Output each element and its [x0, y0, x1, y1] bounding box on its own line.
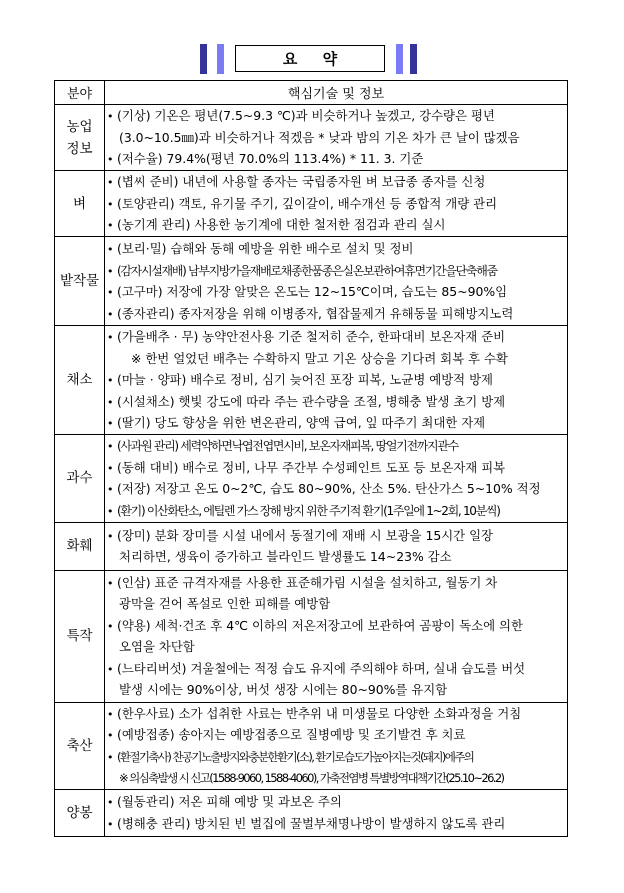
content-text: (마늘 · 양파) 배수로 정비, 심기 늦어진 포장 피복, 노균병 예방적 방제	[117, 372, 494, 387]
table-row	[55, 522, 568, 570]
category-cell	[55, 789, 105, 836]
bullet-icon: •	[107, 662, 114, 676]
content-line	[107, 703, 565, 725]
category-label: 정보	[66, 140, 93, 157]
title-bar-dark-right	[410, 44, 417, 74]
title-bar-light-left	[217, 44, 224, 74]
content-line	[107, 435, 565, 457]
table-row	[55, 789, 568, 836]
category-cell	[55, 570, 105, 702]
bullet-icon: •	[107, 395, 114, 409]
bullet-icon: •	[107, 796, 114, 809]
bullet-icon: •	[107, 504, 114, 518]
content-text: (볍씨 준비) 내년에 사용할 종자는 국립종자원 벼 보급종 종자를 신청	[117, 174, 486, 190]
content-text: (동해 대비) 배수로 정비, 나무 주간부 수성페인트 도포 등 보온자재 피복	[117, 459, 506, 475]
content-line	[107, 593, 565, 615]
table-row	[55, 434, 568, 522]
content-text: (예방접종) 송아지는 예방접종으로 질병예방 및 조기발견 후 치료	[117, 727, 466, 742]
bullet-icon: •	[107, 576, 114, 590]
table-row	[55, 702, 568, 789]
content-text: (종자관리) 종자저장을 위해 이병종자, 협잡물제거 유해동물 피해방지노력	[117, 305, 514, 321]
content-text: (시설채소) 햇빛 강도에 따라 주는 관수량을 조절, 병해충 발생 초기 방제	[117, 393, 506, 409]
bullet-icon: •	[107, 440, 114, 453]
content-line	[107, 238, 565, 260]
content-text: (환기) 이산화탄소, 에틸렌 가스 장해 방지 위한 주기적 환기(1주일에 1~2회, 10분씩)	[117, 503, 500, 518]
content-line	[107, 724, 565, 746]
content-line	[107, 572, 565, 594]
content-text: (저수율) 79.4%(평년 70.0%의 113.4%) * 11. 3. 기준	[117, 151, 424, 167]
content-text: ※ 의심축발생 시 신고(1588-9060, 1588-4060), 가축전염병 특별방역대책기간(25.10~26.2)	[119, 771, 504, 785]
category-cell	[55, 171, 105, 237]
table-header-row	[55, 81, 568, 105]
content-line	[107, 658, 565, 680]
content-line	[107, 615, 565, 637]
content-line	[107, 525, 565, 547]
category-label: 화훼	[66, 538, 93, 554]
content-cell	[105, 434, 568, 522]
content-text: (사과원 관리) 세력약하면낙엽전엽면시비, 보온자재피복, 땅얼기전까지관수	[117, 439, 458, 453]
content-cell	[105, 326, 568, 435]
page-title: 요 약	[235, 45, 385, 72]
content-cell	[105, 171, 568, 237]
content-text: (병해충 관리) 방치된 빈 벌집에 꿀벌부채명나방이 발생하지 않도록 관리	[117, 815, 506, 831]
content-text: (농기계 관리) 사용한 농기계에 대한 철저한 점검과 관리 실시	[117, 217, 446, 233]
summary-table	[54, 80, 568, 837]
content-text: (토양관리) 객토, 유기물 주기, 깊이갈이, 배수개선 등 종합적 개량 관리	[117, 195, 498, 211]
header-content: 핵심기술 및 정보	[105, 81, 568, 105]
category-label: 특작	[66, 628, 93, 644]
bullet-icon: •	[107, 750, 114, 764]
category-cell	[55, 237, 105, 326]
content-text: (느타리버섯) 겨울철에는 적정 습도 유지에 주의해야 하며, 실내 습도를 버섯	[117, 660, 526, 676]
summary-title-banner	[0, 44, 624, 74]
content-text: (약용) 세척·건조 후 4℃ 이하의 저온저장고에 보관하여 곰팡이 독소에 의한	[117, 617, 523, 633]
content-line	[107, 171, 565, 193]
content-line	[107, 391, 565, 413]
bullet-icon: •	[107, 286, 114, 299]
content-text: (월동관리) 저온 피해 예방 및 과보온 주의	[117, 794, 342, 809]
content-text: 오염을 차단함	[119, 639, 195, 654]
content-text: (딸기) 당도 향상을 위한 변온관리, 양액 급여, 잎 따주기 최대한 자제	[117, 415, 486, 430]
content-line	[107, 281, 565, 303]
bullet-icon: •	[107, 307, 114, 321]
table-row	[55, 326, 568, 435]
bullet-icon: •	[107, 153, 114, 167]
table-row	[55, 570, 568, 702]
content-cell	[105, 570, 568, 702]
table-row	[55, 237, 568, 326]
content-text: (장미) 분화 장미를 시설 내에서 동절기에 재배 시 보광을 15시간 일장	[117, 527, 494, 543]
bullet-icon: •	[107, 197, 114, 211]
content-cell	[105, 789, 568, 836]
category-label: 농업	[66, 118, 93, 135]
content-text: (환절기축사) 찬공기노출방지와충분한환기(소), 환기로습도가높아지는것(돼지)에주의	[117, 749, 474, 764]
content-text: (3.0~10.5㎜)과 비슷하거나 적겠음 * 낮과 밤의 기온 차가 큰 날이 많겠음	[119, 129, 520, 145]
table-row	[55, 105, 568, 171]
content-text: 처리하면, 생육이 증가하고 블라인드 발생률도 14~23% 감소	[119, 549, 452, 564]
content-line	[107, 326, 565, 348]
content-line	[107, 260, 565, 282]
bullet-icon: •	[107, 707, 114, 721]
bullet-icon: •	[107, 264, 114, 278]
category-cell	[55, 702, 105, 789]
content-text: ※ 한번 얼었던 배추는 수확하지 말고 기온 상승을 기다려 회복 후 수확	[131, 350, 508, 366]
content-text: (저장) 저장고 온도 0~2℃, 습도 80~90%, 산소 5%. 탄산가스 5~10% 적정	[117, 481, 541, 496]
category-label: 벼	[72, 195, 87, 212]
content-text: (기상) 기온은 평년(7.5~9.3 ℃)과 비슷하거나 높겠고, 강수량은 평년	[117, 108, 495, 124]
content-line	[107, 193, 565, 215]
content-line	[107, 214, 565, 236]
bullet-icon: •	[107, 729, 114, 742]
content-line	[107, 369, 565, 391]
bullet-icon: •	[107, 619, 114, 633]
category-cell	[55, 105, 105, 171]
category-label: 과수	[66, 470, 93, 486]
content-line	[107, 303, 565, 325]
content-line	[107, 127, 565, 149]
category-cell	[55, 434, 105, 522]
bullet-icon: •	[107, 110, 114, 124]
content-line	[107, 105, 565, 127]
bullet-icon: •	[107, 529, 114, 543]
content-text: (인삼) 표준 규격자재를 사용한 표준해가림 시설을 설치하고, 월동기 차	[117, 574, 498, 590]
content-line	[107, 412, 565, 434]
bullet-icon: •	[107, 817, 114, 831]
category-label: 축산	[66, 737, 93, 754]
content-text: (감자시설재배) 남부지방가을재배로채종한품종은실온보관하여휴면기간을단축해줌	[117, 263, 497, 278]
title-bar-light-right	[396, 44, 403, 74]
content-line	[107, 679, 565, 701]
content-text: (고구마) 저장에 가장 알맞은 온도는 12~15℃이며, 습도는 85~90%임	[117, 284, 508, 299]
bullet-icon: •	[107, 461, 114, 475]
content-cell	[105, 702, 568, 789]
bullet-icon: •	[107, 219, 114, 233]
title-bar-dark-left	[200, 44, 207, 74]
content-line	[107, 791, 565, 813]
content-cell	[105, 237, 568, 326]
content-line	[107, 746, 565, 768]
table-row	[55, 171, 568, 237]
content-text: 광막을 걷어 폭설로 인한 피해를 예방함	[119, 596, 331, 611]
content-line	[107, 813, 565, 835]
bullet-icon: •	[107, 176, 114, 190]
content-line	[107, 636, 565, 658]
content-text: (보리·밀) 습해와 동해 예방을 위한 배수로 설치 및 정비	[117, 241, 414, 256]
bullet-icon: •	[107, 331, 114, 344]
content-text: 발생 시에는 90%이상, 버섯 생장 시에는 80~90%를 유지함	[119, 682, 448, 697]
content-text: (한우사료) 소가 섭취한 사료는 반추위 내 미생물로 다양한 소화과정을 거침	[117, 705, 522, 721]
content-cell	[105, 522, 568, 570]
content-line	[107, 767, 565, 789]
category-label: 양봉	[66, 804, 93, 821]
category-label: 밭작물	[59, 273, 100, 289]
content-line	[107, 348, 565, 370]
content-line	[107, 457, 565, 479]
category-label: 채소	[66, 371, 93, 388]
content-line	[107, 148, 565, 170]
table-body	[55, 105, 568, 837]
content-line	[107, 500, 565, 522]
content-line	[107, 546, 565, 568]
category-cell	[55, 522, 105, 570]
content-cell	[105, 105, 568, 171]
header-category: 분야	[55, 81, 105, 105]
bullet-icon: •	[107, 417, 114, 430]
bullet-icon: •	[107, 483, 114, 496]
content-text: (가을배추 · 무) 농약안전사용 기준 철저히 준수, 한파대비 보온자재 준비	[117, 329, 506, 344]
bullet-icon: •	[107, 374, 114, 387]
bullet-icon: •	[107, 243, 114, 256]
category-cell	[55, 326, 105, 435]
content-line	[107, 478, 565, 500]
